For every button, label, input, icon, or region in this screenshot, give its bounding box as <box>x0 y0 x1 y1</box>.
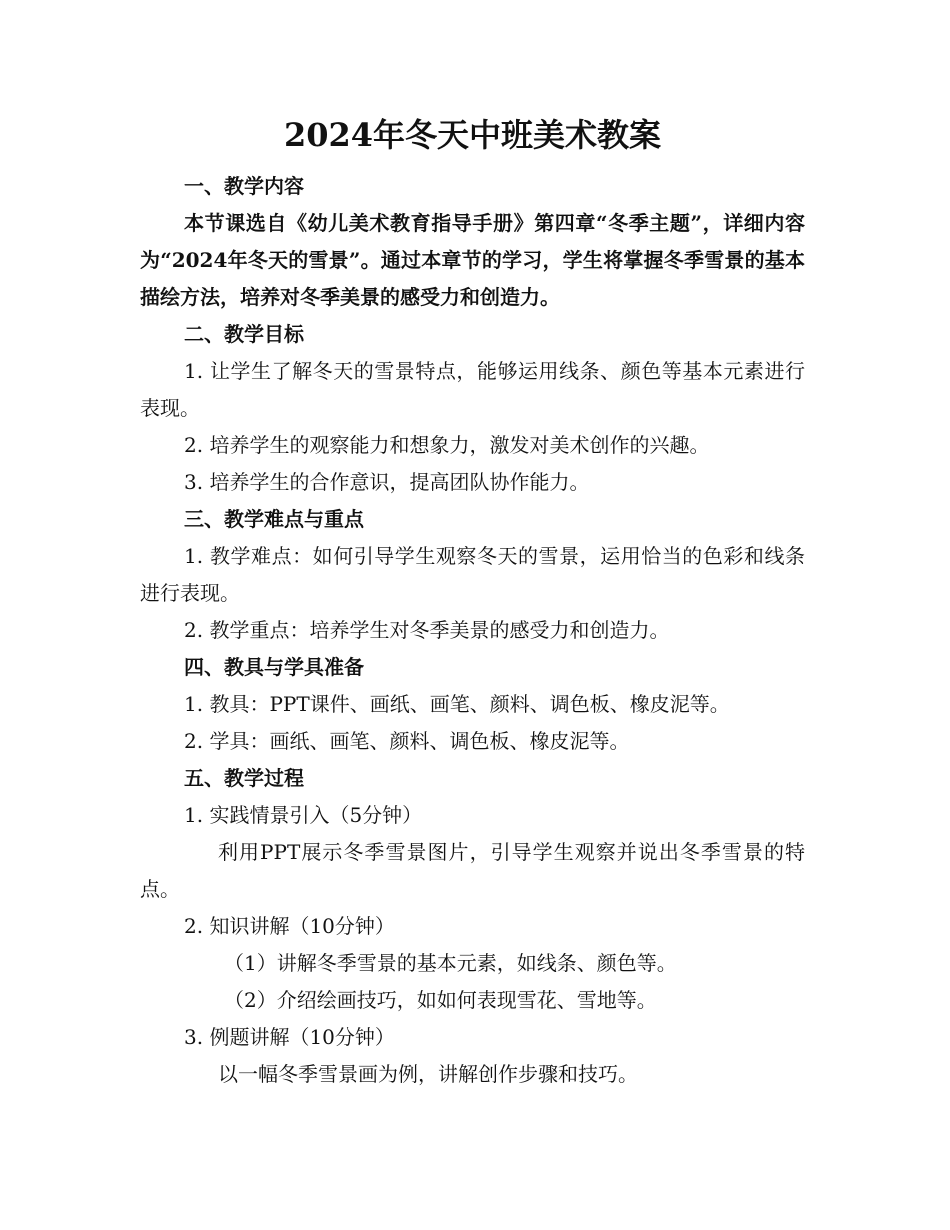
section-heading-content: 一、教学内容 <box>184 174 304 198</box>
section-heading-process: 五、教学过程 <box>184 766 304 790</box>
section-paragraph-content: 本节课选自《幼儿美术教育指导手册》第四章“冬季主题”，详细内容为“2024年冬天的雪景”。通过本章节的学习，学生将掌握冬季雪景的基本描绘方法，培养对冬季美景的感受力和创造力。 <box>140 211 805 309</box>
list-item: 2. 培养学生的观察能力和想象力，激发对美术创作的兴趣。 <box>184 433 710 457</box>
list-item: 2. 教学重点：培养学生对冬季美景的感受力和创造力。 <box>184 618 670 642</box>
sub-item: （2）介绍绘画技巧，如如何表现雪花、雪地等。 <box>224 988 657 1012</box>
list-item: 3. 培养学生的合作意识，提高团队协作能力。 <box>184 470 590 494</box>
document-title: 2024年冬天中班美术教案 <box>283 116 662 154</box>
list-item: 1. 让学生了解冬天的雪景特点，能够运用线条、颜色等基本元素进行表现。 <box>140 359 805 420</box>
step-text: 利用PPT展示冬季雪景图片，引导学生观察并说出冬季雪景的特点。 <box>140 840 805 901</box>
step-label: 1. 实践情景引入（5分钟） <box>184 803 423 827</box>
document-page <box>140 106 805 1093</box>
step-label: 3. 例题讲解（10分钟） <box>184 1025 395 1049</box>
section-heading-goals: 二、教学目标 <box>184 322 304 346</box>
section-heading-materials: 四、教具与学具准备 <box>184 655 364 679</box>
step-text: 以一幅冬季雪景画为例，讲解创作步骤和技巧。 <box>218 1062 638 1086</box>
list-item: 1. 教学难点：如何引导学生观察冬天的雪景，运用恰当的色彩和线条进行表现。 <box>140 544 805 605</box>
sub-item: （1）讲解冬季雪景的基本元素，如线条、颜色等。 <box>224 951 677 975</box>
section-heading-difficulties: 三、教学难点与重点 <box>184 507 364 531</box>
step-label: 2. 知识讲解（10分钟） <box>184 914 395 938</box>
list-item: 2. 学具：画纸、画笔、颜料、调色板、橡皮泥等。 <box>184 729 630 753</box>
list-item: 1. 教具：PPT课件、画纸、画笔、颜料、调色板、橡皮泥等。 <box>184 692 730 716</box>
